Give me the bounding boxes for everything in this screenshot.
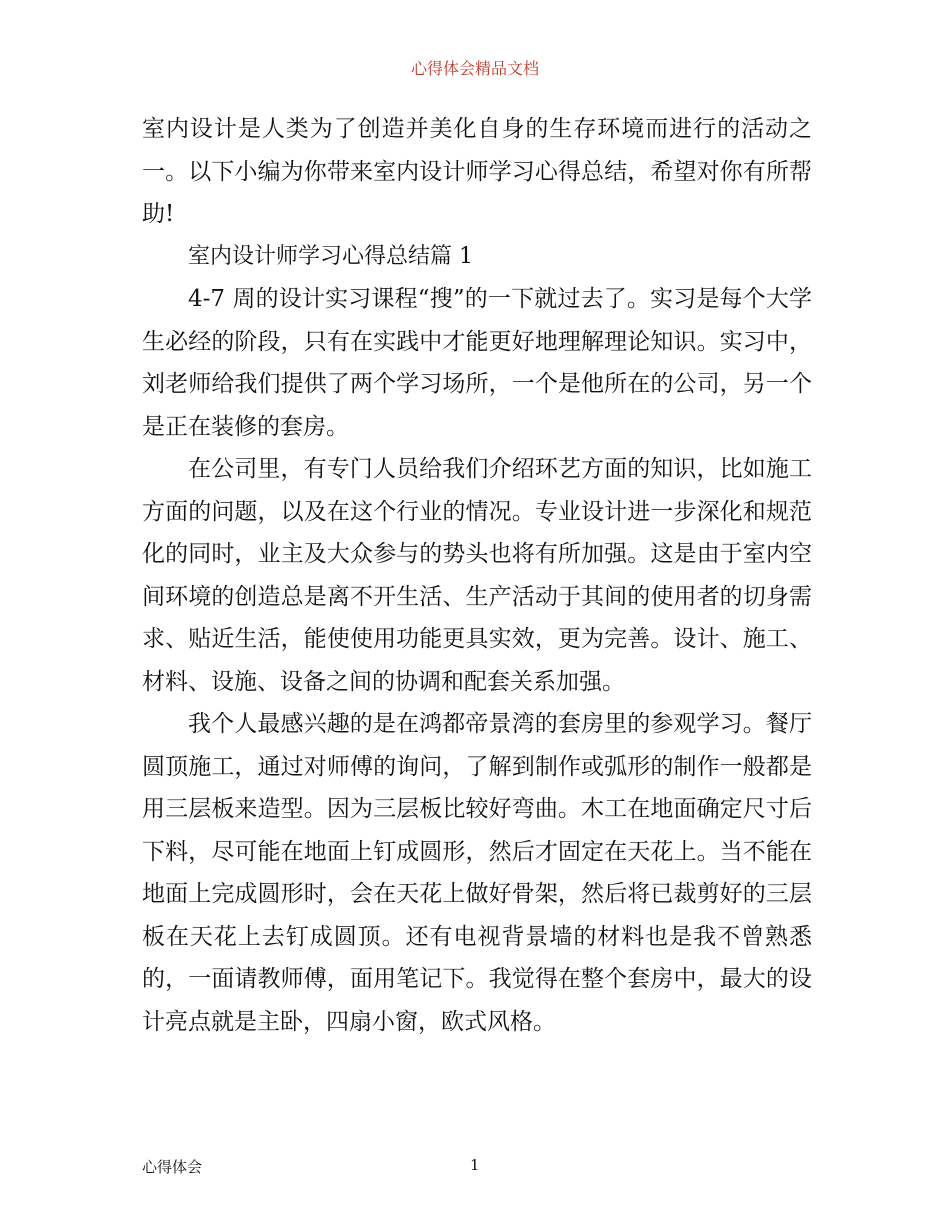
page-number: 1: [470, 1156, 480, 1174]
body-paragraph-2: 在公司里，有专门人员给我们介绍环艺方面的知识，比如施工方面的问题，以及在这个行业的情况。专业设计进一步深化和规范化的同时，业主及大众参与的势头也将有所加强。这是由于室内空间环境的创造总是离不开生活、生产活动于其间的使用者的切身需求、贴近生活，能使使用功能更具实效，更为完善。设计、施工、材料、设施、设备之间的协调和配套关系加强。: [142, 456, 812, 695]
document-header-title: 心得体会精品文档: [410, 59, 539, 78]
section-title: 室内设计师学习心得总结篇 1: [188, 243, 473, 269]
document-body: [142, 108, 812, 1043]
intro-paragraph: 室内设计是人类为了创造并美化自身的生存环境而进行的活动之一。以下小编为你带来室内设计师学习心得总结，希望对你有所帮助!: [142, 116, 812, 227]
body-paragraph-1: 4-7 周的设计实习课程“搜”的一下就过去了。实习是每个大学生必经的阶段，只有在实践中才能更好地理解理论知识。实习中，刘老师给我们提供了两个学习场所，一个是他所在的公司，另一个是正在装修的套房。: [142, 286, 812, 440]
body-paragraph-3: 我个人最感兴趣的是在鸿都帝景湾的套房里的参观学习。餐厅圆顶施工，通过对师傅的询问，了解到制作或弧形的制作一般都是用三层板来造型。因为三层板比较好弯曲。木工在地面确定尺寸后下料，尽可能在地面上钉成圆形，然后才固定在天花上。当不能在地面上完成圆形时，会在天花上做好骨架，然后将已裁剪好的三层板在天花上去钉成圆顶。还有电视背景墙的材料也是我不曾熟悉的，一面请教师傅，面用笔记下。我觉得在整个套房中，最大的设计亮点就是主卧，四扇小窗，欧式风格。: [142, 711, 812, 1035]
footer-label: 心得体会: [142, 1158, 203, 1176]
